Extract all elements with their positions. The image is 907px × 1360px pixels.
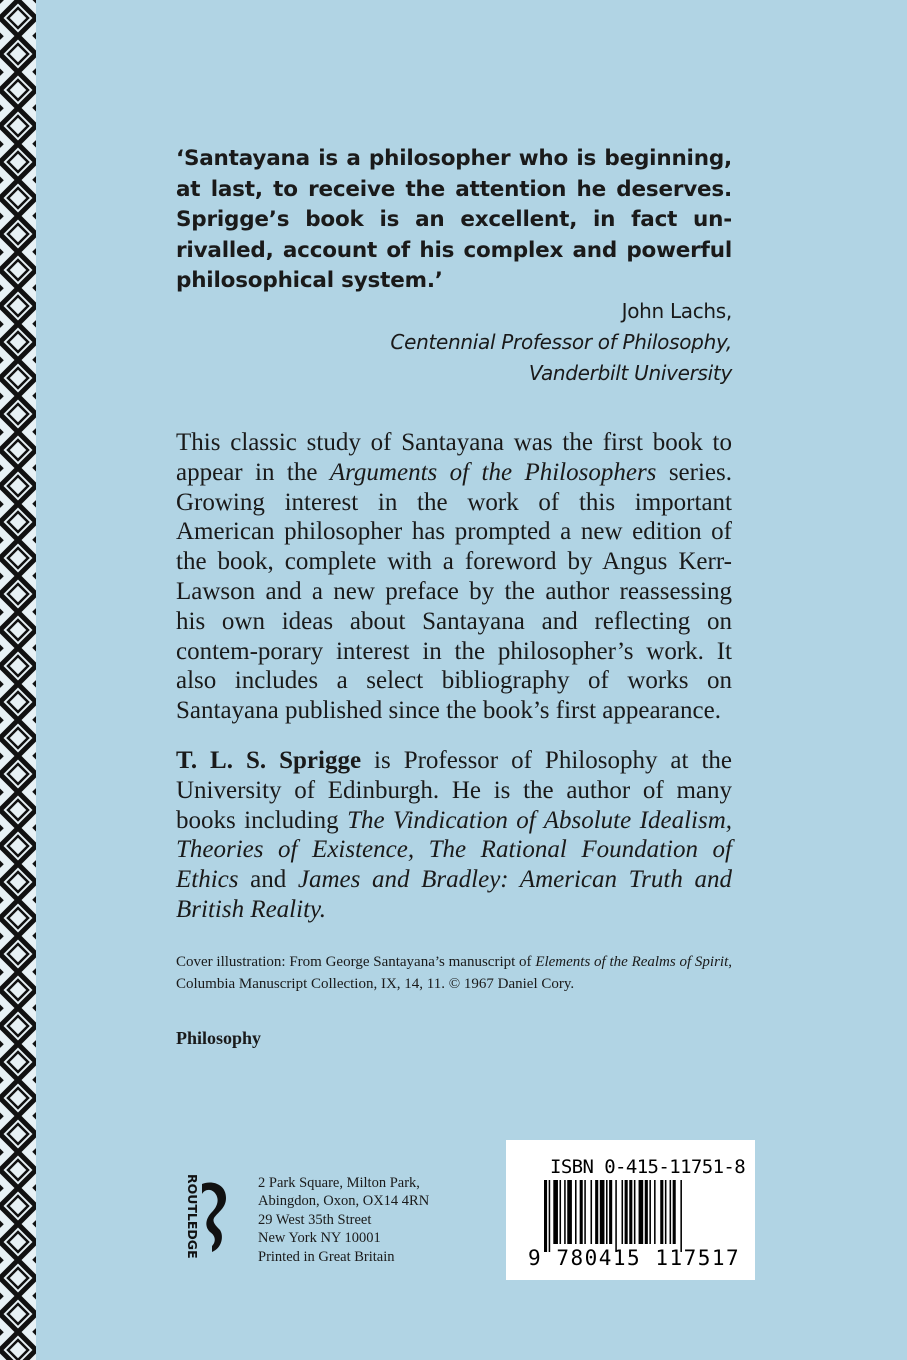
author-bio-text: is Professor of Philosophy at the University of Edinburgh. He is the author of many books including (176, 747, 732, 834)
address-line: Abingdon, Oxon, OX14 4RN (258, 1193, 430, 1210)
barcode-digit-prefix: 9 (528, 1246, 543, 1270)
cover-credit (176, 952, 732, 995)
subject-category: Philosophy (176, 1028, 262, 1048)
isbn-number: ISBN 0-415-11751-8 (550, 1156, 746, 1178)
credit-text: Cover illustration: From George Santayana’s manuscript of (176, 954, 536, 970)
publisher-name: ROUTLEDGE (185, 1174, 200, 1259)
author-bio-text-and: and (238, 866, 298, 894)
address-line: 29 West 35th Street (258, 1211, 372, 1228)
quote-author-title: Centennial Professor of Philosophy, (390, 330, 732, 354)
quote-attribution (376, 296, 732, 389)
description-text-continued: series. Growing interest in the work of this important American philosopher has prompted a new edition of the book, complete with a foreword by Angus Kerr-Lawson and a new preface by the author reassessing his own ideas about Santayana and reflecting on contem-porary interest in the philosopher’s work. It also includes a select bibliography of works on Santayana published since the book’s first appearance. (176, 458, 733, 725)
credit-text-continued: , Columbia Manuscript Collection, IX, 14, 11. © 1967 Daniel Cory. (176, 954, 732, 992)
barcode-digits-right: 117517 (655, 1246, 741, 1270)
book-description (176, 428, 732, 726)
publisher-address (258, 1174, 488, 1266)
address-line: 2 Park Square, Milton Park, (258, 1175, 420, 1191)
diamond-pattern-icon (0, 0, 36, 1360)
series-title: Arguments of the Philosophers (329, 458, 657, 486)
barcode-digits-left: 780415 (556, 1246, 642, 1270)
review-quote: ‘Santayana is a philosopher who is beginning, at last, to receive the attention he deserves. Sprigge’s book is an excellent, in fact un-rivalled, account of his complex and powerful philosophical system.’ (176, 146, 732, 293)
barcode-panel (506, 1140, 755, 1280)
author-books: The Vindication of Absolute Idealism, Theories of Existence, The Rational Foundation of Ethics (176, 806, 733, 894)
printed-in-line: Printed in Great Britain (258, 1248, 395, 1265)
routledge-logo (168, 1168, 232, 1264)
routledge-logo-icon (168, 1168, 232, 1264)
barcode-digits (528, 1246, 740, 1270)
quote-author: John Lachs, (621, 299, 732, 323)
quote-author-affiliation: Vanderbilt University (528, 361, 732, 385)
address-line: New York NY 10001 (258, 1230, 381, 1247)
barcode-icon (544, 1180, 734, 1252)
description-text: This classic study of Santayana was the first book to appear in the (176, 429, 732, 486)
author-book-last: James and Bradley: American Truth and British Reality. (176, 866, 732, 923)
author-name: T. L. S. Sprigge (176, 747, 362, 774)
author-bio (176, 746, 732, 925)
credit-work-title: Elements of the Realms of Spirit (535, 954, 729, 970)
spine-pattern (0, 0, 36, 1360)
